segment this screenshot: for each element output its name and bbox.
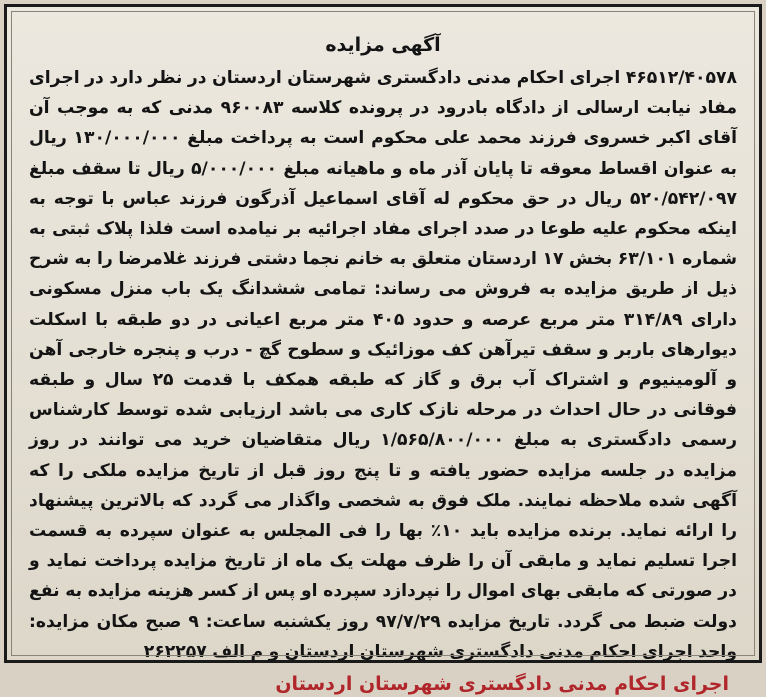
notice-title: آگهی مزایده: [325, 34, 441, 56]
notice-signature: اجرای احکام مدنی دادگستری شهرستان اردستان: [275, 673, 729, 696]
notice-body: ۴۶۵۱۲/۴۰۵۷۸ اجرای احکام مدنی دادگستری شهرستان اردستان در نظر دارد در اجرای مفاد نیابت ارسالی از دادگاه بادرود در پرونده کلاسه ۹۶۰۰۸۳ مدنی که به موجب آن آقای اکبر خسروی فرزند محمد علی محکوم است به پرداخت مبلغ ۱۳۰/۰۰۰/۰۰۰ ریال به عنوان اقساط معوقه تا پایان آذر ماه و ماهیانه مبلغ ۵/۰۰۰/۰۰۰ ریال تا سقف مبلغ ۵۲۰/۵۴۲/۰۹۷ ریال در حق محکوم له آقای اسماعیل آذرگون فرزند عباس با توجه به اینکه محکوم علیه طوعا در صدد اجرای مفاد اجرائیه بر نیامده است فلذا پلاک ثبتی به شماره ۶۳/۱۰۱ بخش ۱۷ اردستان متعلق به خانم نجما دشتی فرزند غلامرضا را به شرح ذیل از طریق مزایده به فروش می رساند: تمامی ششدانگ یک باب منزل مسکونی دارای ۳۱۴/۸۹ متر مربع عرصه و حدود ۴۰۵ متر مربع اعیانی در دو طبقه با اسکلت دیوارهای باربر و سقف تیرآهن کف موزائیک و سطوح گچ - درب و پنجره خارجی آهن و آلومینیوم و اشتراک آب برق و گاز که طبقه همکف با قدمت ۲۵ سال و طبقه فوقانی در حال احداث در مرحله نازک کاری می باشد ارزیابی شده توسط کارشناس رسمی دادگستری به مبلغ ۱/۵۶۵/۸۰۰/۰۰۰ ریال متقاضیان خرید می توانند در روز مزایده در جلسه مزایده حضور یافته و تا پنج روز قبل از تاریخ مزایده ملکی را که آگهی شده ملاحظه نمایند. ملک فوق به شخصی واگذار می گردد که بالاترین پیشنهاد را ارائه نماید. برنده مزایده باید ۱۰٪ بها را فی المجلس به عنوان سپرده به قسمت اجرا تسلیم نماید و مابقی آن را ظرف مهلت یک ماه از تاریخ مزایده پرداخت نماید و در صورتی که مابقی بهای اموال را نپردازد سپرده او پس از کسر هزینه مزایده به نفع دولت ضبط می گردد. تاریخ مزایده ۹۷/۷/۲۹ روز یکشنبه ساعت: ۹ صبح مکان مزایده: واحد اجرای احکام مدنی دادگستری شهرستان اردستان و م الف ۲۶۲۲۵۷: [29, 68, 738, 662]
newspaper-notice: [4, 4, 762, 696]
